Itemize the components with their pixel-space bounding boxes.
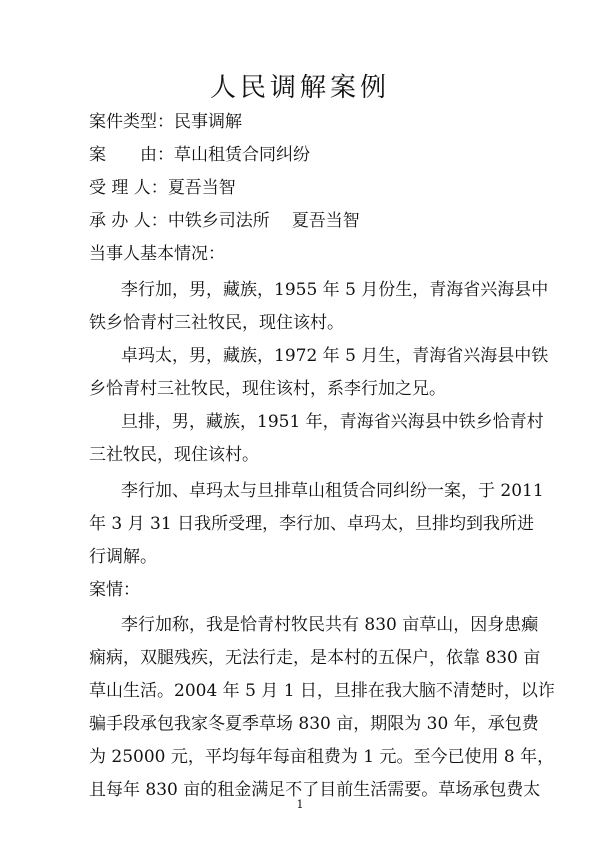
party-line-4: 乡恰青村三社牧民，现住该村，系李行加之兄。	[89, 379, 446, 399]
page-number: 1	[296, 798, 304, 811]
organizer-person: 夏吾当智	[291, 211, 360, 231]
case-line-6: 且每年 830 亩的租金满足不了目前生活需要。草场承包费太	[89, 780, 541, 800]
organizer-row	[89, 209, 360, 233]
organizer-unit: 中铁乡司法所	[167, 211, 270, 231]
case-line-5: 为 25000 元，平均每年每亩租费为 1 元。至今已使用 8 年，	[89, 747, 555, 767]
summary-line-3: 行调解。	[89, 547, 157, 567]
case-line-3: 草山生活。2004 年 5 月 1 日，旦排在我大脑不清楚时，以诈	[89, 681, 555, 701]
case-line-4: 骗手段承包我家冬夏季草场 830 亩，期限为 30 年，承包费	[89, 714, 539, 734]
cause-label: 案 由：	[89, 145, 174, 165]
handler-row	[89, 176, 236, 200]
case-line-2: 痫病，双腿残疾，无法行走，是本村的五保户，依靠 830 亩	[89, 648, 541, 668]
party-line-2: 铁乡恰青村三社牧民，现住该村。	[89, 313, 344, 333]
cause-value: 草山租赁合同纠纷	[174, 145, 310, 165]
case-type-value: 民事调解	[174, 112, 242, 132]
case-line-1: 李行加称，我是恰青村牧民共有 830 亩草山，因身患癫	[121, 615, 539, 635]
handler-label: 受 理 人：	[89, 178, 168, 198]
organizer-label: 承 办 人：	[89, 211, 168, 231]
case-type-row	[89, 110, 242, 134]
party-line-1: 李行加，男，藏族，1955 年 5 月份生，青海省兴海县中	[121, 280, 549, 300]
parties-heading: 当事人基本情况：	[89, 244, 225, 264]
case-heading: 案情：	[89, 580, 140, 600]
summary-line-1: 李行加、卓玛太与旦排草山租赁合同纠纷一案，于 2011	[121, 481, 544, 501]
party-line-6: 三社牧民，现住该村。	[89, 445, 259, 465]
handler-value: 夏吾当智	[167, 178, 236, 198]
case-type-label: 案件类型：	[89, 112, 174, 132]
cause-row	[89, 143, 310, 167]
summary-line-2: 年 3 月 31 日我所受理，李行加、卓玛太，旦排均到我所进	[89, 514, 535, 534]
document-title: 人民调解案例	[209, 73, 390, 103]
party-line-3: 卓玛太，男，藏族，1972 年 5 月生，青海省兴海县中铁	[121, 346, 549, 366]
party-line-5: 旦排，男，藏族，1951 年，青海省兴海县中铁乡恰青村	[121, 412, 544, 432]
